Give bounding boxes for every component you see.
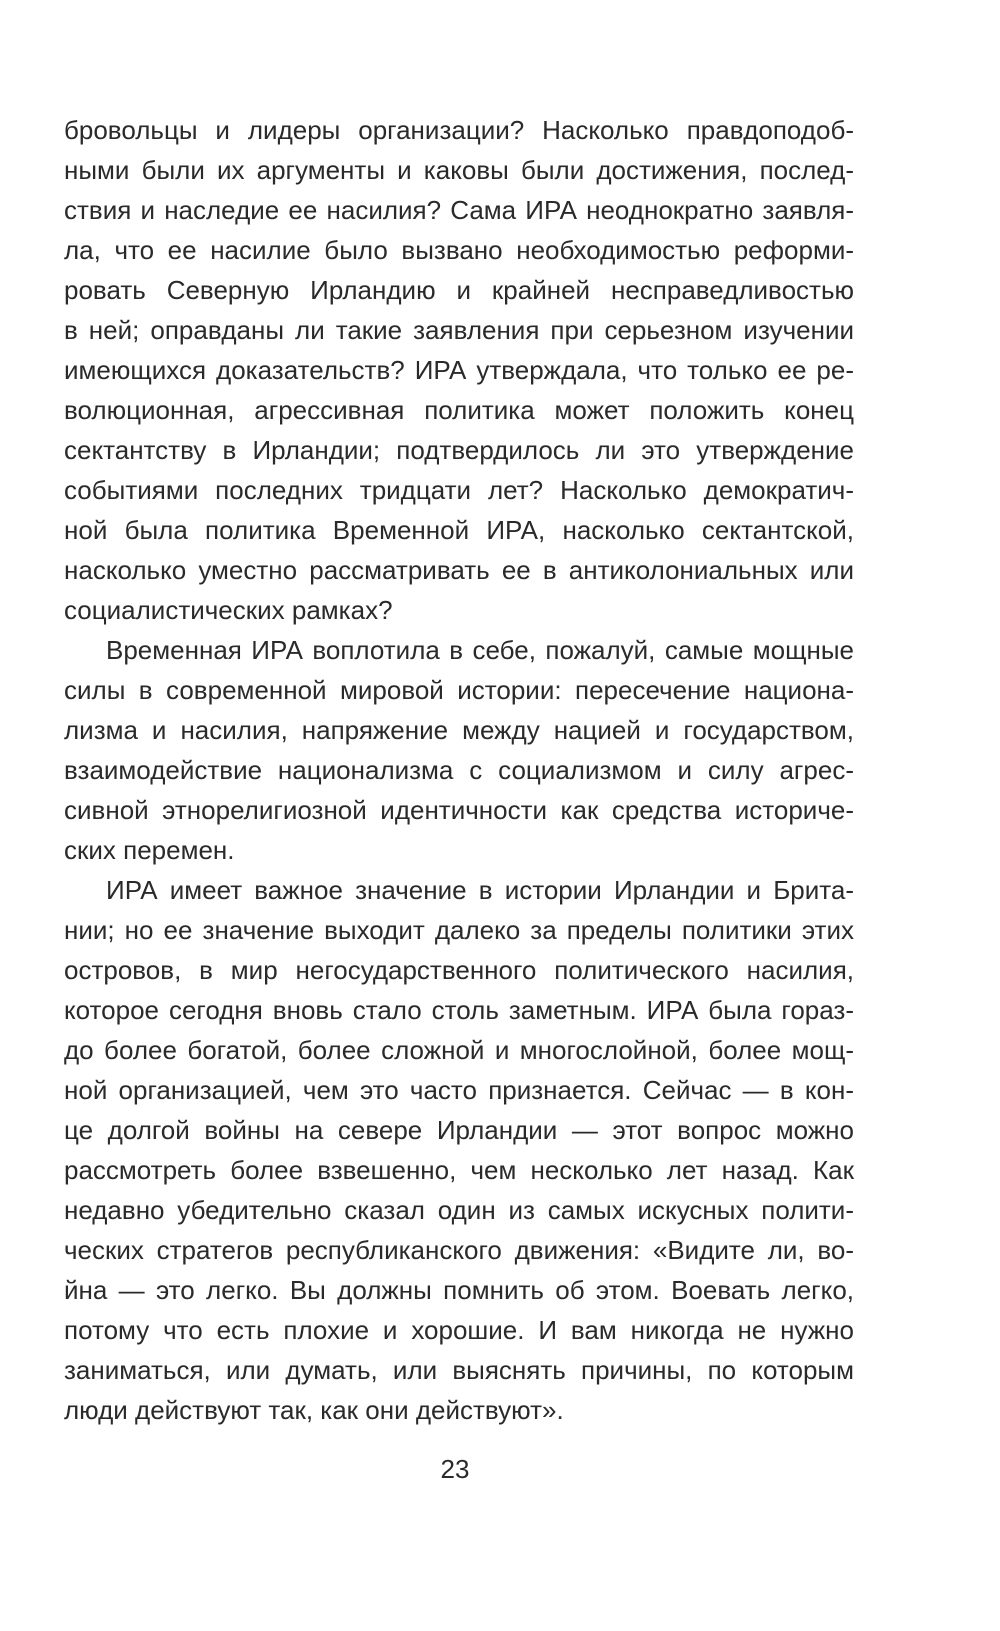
- text-line: взаимодействие национализма с социализмом и силу агрес-: [64, 755, 854, 785]
- text-line: потому что есть плохие и хорошие. И вам никогда не нужно: [64, 1315, 854, 1345]
- text-line: це долгой войны на севере Ирландии — этот вопрос можно: [64, 1115, 854, 1145]
- text-line: люди действуют так, как они действуют».: [64, 1395, 564, 1425]
- text-line: ских перемен.: [64, 835, 235, 865]
- text-line: лизма и насилия, напряжение между нацией и государством,: [64, 715, 854, 745]
- paragraph: [64, 630, 854, 870]
- paragraph: [64, 110, 854, 630]
- text-line: сивной этнорелигиозной идентичности как средства историче-: [64, 795, 854, 825]
- text-line: имеющихся доказательств? ИРА утверждала, что только ее ре-: [64, 355, 854, 385]
- text-line: событиями последних тридцати лет? Насколько демократич-: [64, 475, 854, 505]
- text-line: до более богатой, более сложной и многослойной, более мощ-: [64, 1035, 854, 1065]
- text-line: которое сегодня вновь стало столь заметным. ИРА была гораз-: [64, 995, 854, 1025]
- text-line: социалистических рамках?: [64, 595, 393, 625]
- text-line: недавно убедительно сказал один из самых искусных полити-: [64, 1195, 854, 1225]
- page-number: 23: [440, 1454, 470, 1484]
- text-line: йна — это легко. Вы должны помнить об этом. Воевать легко,: [64, 1275, 854, 1305]
- text-line: ствия и наследие ее насилия? Сама ИРА неоднократно заявля-: [64, 195, 854, 225]
- text-line: рассмотреть более взвешенно, чем несколько лет назад. Как: [64, 1155, 854, 1185]
- text-line: ческих стратегов республиканского движения: «Видите ли, во-: [64, 1235, 854, 1265]
- text-line: ными были их аргументы и каковы были достижения, послед-: [64, 155, 854, 185]
- paragraph: [64, 870, 854, 1430]
- text-line: бровольцы и лидеры организации? Насколько правдоподоб-: [64, 115, 854, 145]
- text-line: островов, в мир негосударственного политического насилия,: [64, 955, 854, 985]
- body-text: [64, 110, 854, 1430]
- text-line: в ней; оправданы ли такие заявления при серьезном изучении: [64, 315, 854, 345]
- text-line: волюционная, агрессивная политика может положить конец: [64, 395, 854, 425]
- text-line: насколько уместно рассматривать ее в антиколониальных или: [64, 555, 854, 585]
- text-line: ной была политика Временной ИРА, насколько сектантской,: [64, 515, 854, 545]
- text-line: ИРА имеет важное значение в истории Ирландии и Брита-: [106, 875, 854, 905]
- text-line: ровать Северную Ирландию и крайней несправедливостью: [64, 275, 854, 305]
- text-line: нии; но ее значение выходит далеко за пределы политики этих: [64, 915, 854, 945]
- text-line: Временная ИРА воплотила в себе, пожалуй, самые мощные: [106, 635, 854, 665]
- text-line: силы в современной мировой истории: пересечение национа-: [64, 675, 854, 705]
- text-line: заниматься, или думать, или выяснять причины, по которым: [64, 1355, 854, 1385]
- text-line: сектантству в Ирландии; подтвердилось ли это утверждение: [64, 435, 854, 465]
- text-line: ной организацией, чем это часто признается. Сейчас — в кон-: [64, 1075, 854, 1105]
- text-line: ла, что ее насилие было вызвано необходимостью реформи-: [64, 235, 854, 265]
